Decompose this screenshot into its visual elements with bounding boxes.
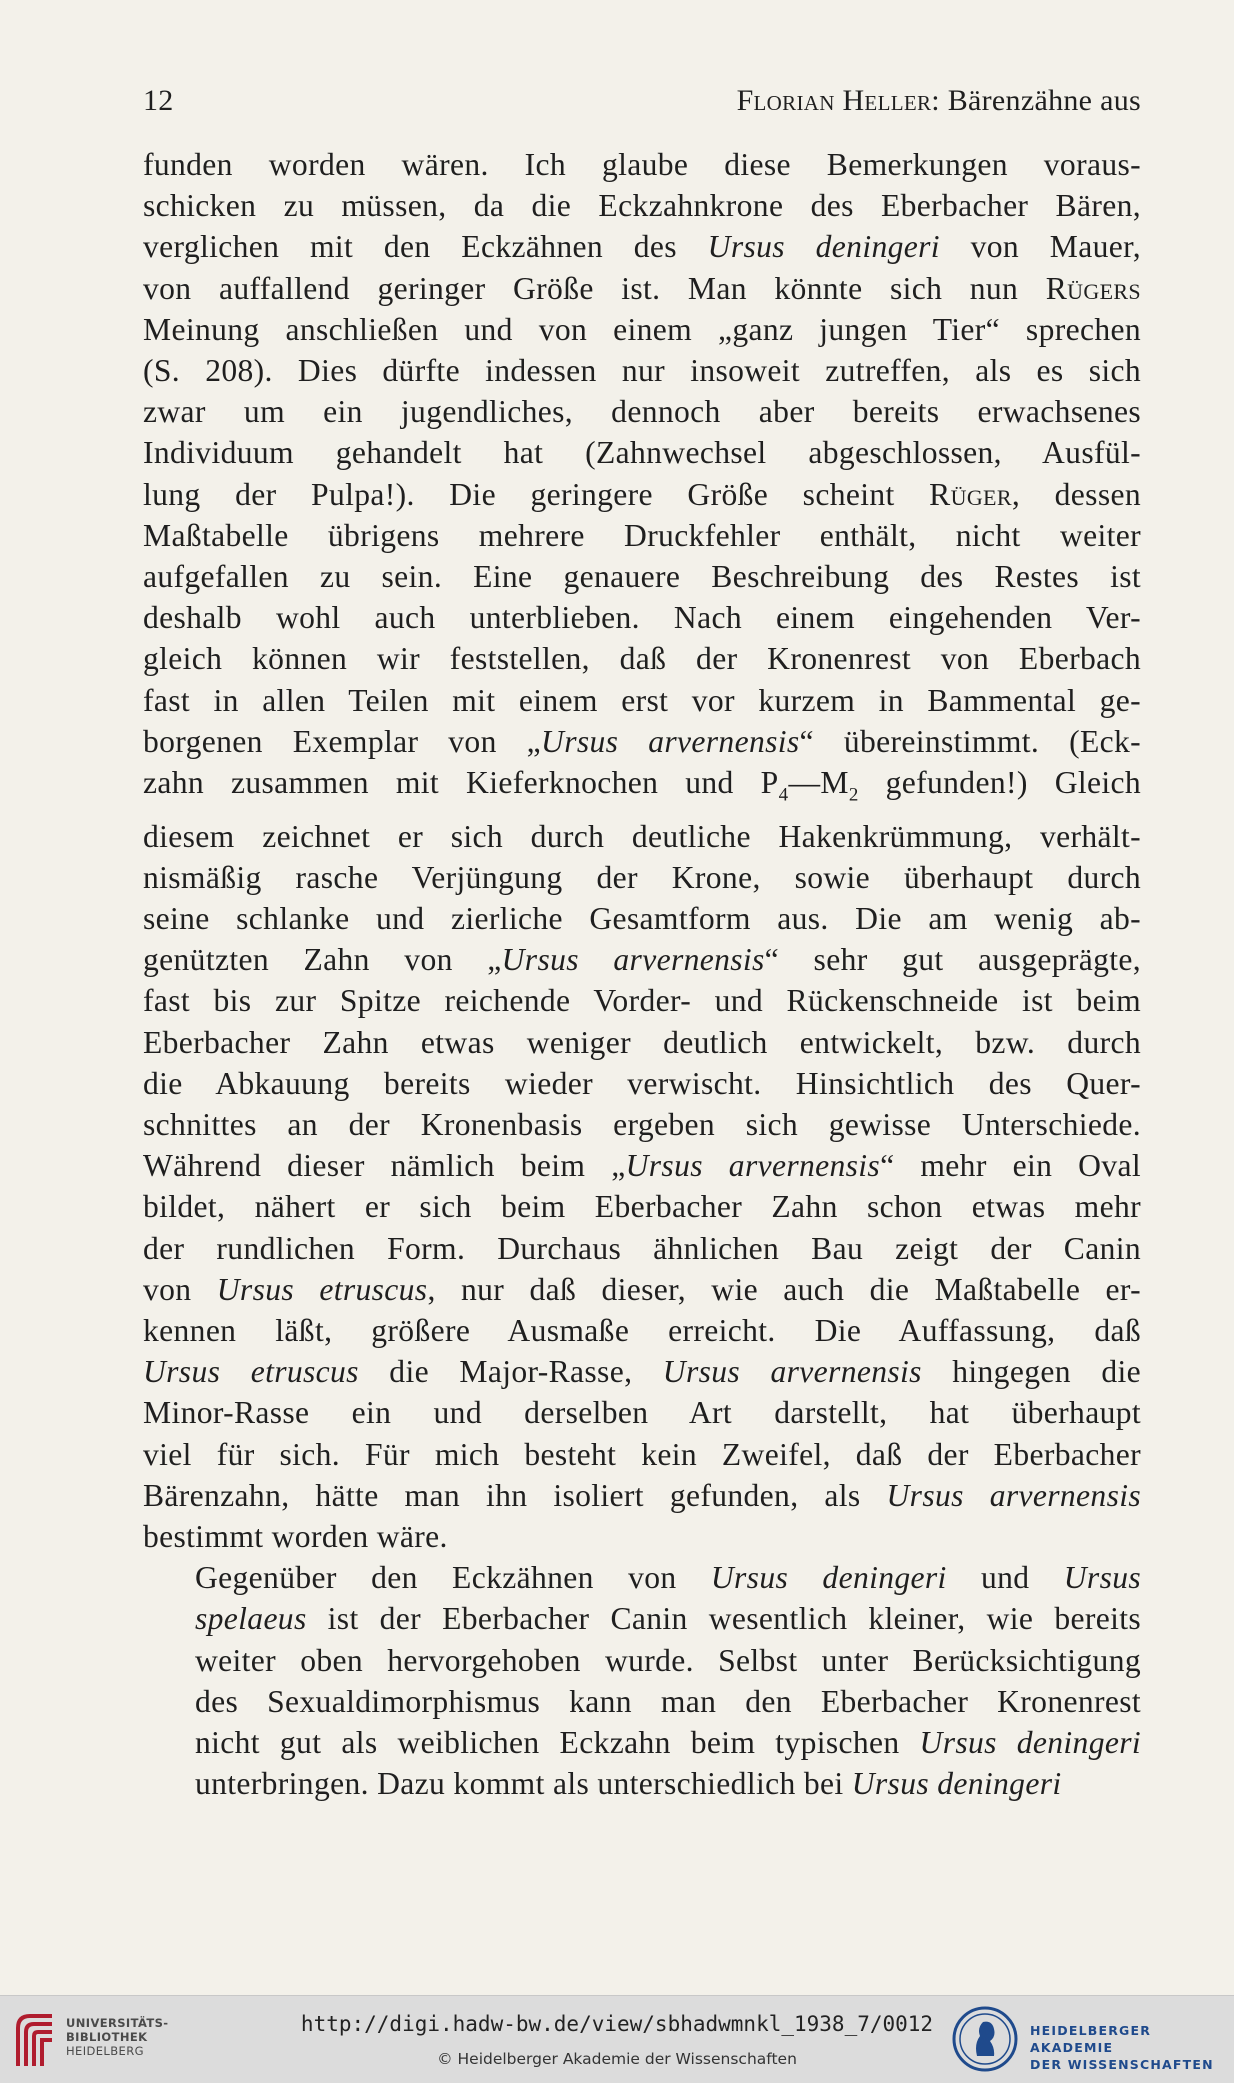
text-segment: hingegen die [921, 1354, 1141, 1390]
text-segment: Ursus deningeri [919, 1725, 1141, 1761]
text-line [143, 144, 1141, 185]
running-title-separator: : [931, 84, 940, 117]
text-segment: von auffallend geringer Größe ist. Man könnte sich nun [143, 270, 1046, 306]
text-line [143, 515, 1141, 556]
text-line [143, 1598, 1141, 1639]
text-line [143, 309, 1141, 350]
text-segment: Ursus [1063, 1560, 1142, 1596]
text-line [143, 1557, 1141, 1598]
text-segment: Meinung anschließen und von einem „ganz jungen Tier“ sprechen [143, 311, 1141, 347]
text-line [143, 1516, 1141, 1557]
text-segment: Ursus deningeri [851, 1766, 1062, 1802]
text-segment: deshalb wohl auch unterblieben. Nach einem eingehenden Ver- [143, 600, 1141, 636]
text-line [143, 980, 1141, 1021]
text-segment: bestimmt worden wäre. [143, 1519, 448, 1555]
text-segment: Ursus deningeri [707, 229, 940, 265]
text-line [143, 1640, 1141, 1681]
text-segment: diesem zeichnet er sich durch deutliche Hakenkrümmung, verhält- [143, 818, 1141, 854]
academy-name: HEIDELBERGER AKADEMIE DER WISSENSCHAFTEN [1030, 2023, 1214, 2072]
text-segment: von Mauer, [939, 229, 1141, 265]
text-line [143, 185, 1141, 226]
text-segment: Während dieser nämlich beim „ [143, 1148, 626, 1184]
text-segment: Ursus deningeri [710, 1560, 947, 1596]
text-line [143, 1681, 1141, 1722]
text-line [143, 721, 1141, 762]
text-segment: , nur daß dieser, wie auch die Maßtabelle er- [427, 1271, 1141, 1307]
text-line [143, 391, 1141, 432]
copyright-notice: © Heidelberger Akademie der Wissenschaften [437, 2050, 797, 2068]
text-line [143, 638, 1141, 679]
text-segment: Ursus etruscus [143, 1354, 359, 1390]
text-segment: borgenen Exemplar von „ [143, 723, 542, 759]
text-line [143, 1763, 1141, 1804]
text-segment: bildet, nähert er sich beim Eberbacher Zahn schon etwas mehr [143, 1189, 1141, 1225]
running-header [143, 84, 1141, 118]
text-segment: und [946, 1560, 1064, 1596]
hadw-seal-icon [950, 2004, 1020, 2074]
text-segment: Ursus etruscus [216, 1271, 428, 1307]
text-segment: spelaeus [195, 1601, 307, 1637]
text-segment: viel für sich. Für mich besteht kein Zweifel, daß der Eberbacher [143, 1436, 1141, 1472]
body-text [143, 144, 1141, 1804]
text-line [143, 1475, 1141, 1516]
text-segment: Individuum gehandelt hat (Zahnwechsel abgeschlossen, Ausfül- [143, 435, 1141, 471]
text-segment: zahn zusammen mit Kieferknochen und P [143, 765, 779, 801]
text-segment: Ursus arvernensis [541, 723, 800, 759]
text-segment: zwar um ein jugendliches, dennoch aber bereits erwachsenes [143, 394, 1141, 430]
text-segment: “ übereinstimmt. (Eck- [799, 723, 1142, 759]
text-line [143, 939, 1141, 980]
text-segment: ist der Eberbacher Canin wesentlich kleiner, wie bereits [306, 1601, 1141, 1637]
text-line [143, 1722, 1141, 1763]
text-line [143, 762, 1141, 816]
text-segment: lung der Pulpa!). Die geringere Größe scheint [143, 476, 930, 512]
text-segment: “ sehr gut ausgeprägte, [764, 942, 1142, 978]
text-segment: gefunden!) Gleich [858, 765, 1142, 801]
text-segment: schicken zu müssen, da die Eckzahnkrone des Eberbacher Bären, [143, 188, 1141, 224]
text-line [143, 1434, 1141, 1475]
viewer-footer [0, 1995, 1234, 2083]
text-line [143, 898, 1141, 939]
text-segment: Rügers [1045, 270, 1141, 306]
text-segment: nicht gut als weiblichen Eckzahn beim typischen [195, 1725, 920, 1761]
text-segment: kennen läßt, größere Ausmaße erreicht. Die Auffassung, daß [143, 1313, 1141, 1348]
text-segment: verglichen mit den Eckzähnen des [143, 229, 708, 265]
text-segment: (S. 208). Dies dürfte indessen nur insoweit zutreffen, als es sich [143, 353, 1141, 389]
text-segment: schnittes an der Kronenbasis ergeben sich gewisse Unterschiede. [143, 1106, 1141, 1142]
permalink-url[interactable]: http://digi.hadw-bw.de/view/sbhadwmnkl_1938_7/0012 [300, 2012, 934, 2036]
text-line [143, 1104, 1141, 1145]
paragraph-2 [143, 1557, 1141, 1804]
text-segment: Gegenüber den Eckzähnen von [195, 1560, 711, 1596]
text-line [143, 1022, 1141, 1063]
text-segment: weiter oben hervorgehoben wurde. Selbst unter Berücksichtigung [195, 1642, 1141, 1678]
library-name: UNIVERSITÄTS- BIBLIOTHEK HEIDELBERG [66, 2016, 169, 2058]
text-line [143, 816, 1141, 857]
text-segment: Bärenzahn, hätte man ihn isoliert gefunden, als [143, 1477, 887, 1513]
text-segment: aufgefallen zu sein. Eine genauere Beschreibung des Restes ist [143, 559, 1141, 595]
text-line [143, 268, 1141, 309]
text-line [143, 474, 1141, 515]
text-line [143, 1063, 1141, 1104]
text-segment: von [143, 1271, 217, 1307]
text-segment: Maßtabelle übrigens mehrere Druckfehler enthält, nicht weiter [143, 517, 1141, 553]
text-segment: , dessen [1011, 476, 1141, 512]
text-segment: Ursus arvernensis [662, 1354, 922, 1390]
text-segment: funden worden wären. Ich glaube diese Bemerkungen voraus- [143, 147, 1141, 182]
text-segment: unterbringen. Dazu kommt als unterschiedlich bei [195, 1766, 852, 1802]
text-segment: der rundlichen Form. Durchaus ähnlichen Bau zeigt der Canin [143, 1230, 1141, 1266]
text-segment: des Sexualdimorphismus kann man den Eberbacher Kronenrest [195, 1683, 1141, 1719]
text-segment: Ursus arvernensis [501, 942, 765, 978]
text-line [143, 597, 1141, 638]
text-segment: die Abkauung bereits wieder verwischt. Hinsichtlich des Quer- [143, 1065, 1141, 1101]
text-segment: Rüger [929, 476, 1012, 512]
text-line [143, 1269, 1141, 1310]
text-line [143, 350, 1141, 391]
text-segment: —M [788, 765, 849, 801]
text-line [143, 1310, 1141, 1351]
text-segment: Eberbacher Zahn etwas weniger deutlich entwickelt, bzw. durch [143, 1024, 1141, 1060]
text-line [143, 1186, 1141, 1227]
text-segment: Minor-Rasse ein und derselben Art darstellt, hat überhaupt [143, 1395, 1141, 1431]
text-segment: Ursus arvernensis [886, 1477, 1141, 1513]
text-line [143, 432, 1141, 473]
text-line [143, 1392, 1141, 1433]
text-segment: Ursus arvernensis [625, 1148, 881, 1184]
text-line [143, 1228, 1141, 1269]
page-number: 12 [143, 84, 174, 117]
text-segment: fast bis zur Spitze reichende Vorder- und Rückenschneide ist beim [143, 983, 1141, 1019]
text-segment: fast in allen Teilen mit einem erst vor kurzem in Bammental ge- [143, 682, 1141, 718]
text-line [143, 1351, 1141, 1392]
text-segment: “ mehr ein Oval [880, 1148, 1141, 1184]
text-line [143, 680, 1141, 721]
text-segment: 2 [848, 784, 859, 806]
text-segment: genützten Zahn von „ [143, 942, 502, 978]
text-segment: die Major-Rasse, [358, 1354, 663, 1390]
text-line [143, 226, 1141, 267]
text-line [143, 857, 1141, 898]
text-segment: 4 [778, 784, 789, 806]
text-segment: seine schlanke und zierliche Gesamtform aus. Die am wenig ab- [143, 900, 1141, 936]
paragraph-1 [143, 144, 1141, 1557]
text-segment: gleich können wir feststellen, daß der Kronenrest von Eberbach [143, 641, 1141, 677]
text-line [143, 556, 1141, 597]
running-title [737, 84, 1141, 118]
text-segment: nismäßig rasche Verjüngung der Krone, sowie überhaupt durch [143, 859, 1141, 895]
running-title-rest: Bärenzähne aus [947, 84, 1141, 117]
running-title-author: Florian Heller [736, 84, 932, 117]
text-line [143, 1145, 1141, 1186]
